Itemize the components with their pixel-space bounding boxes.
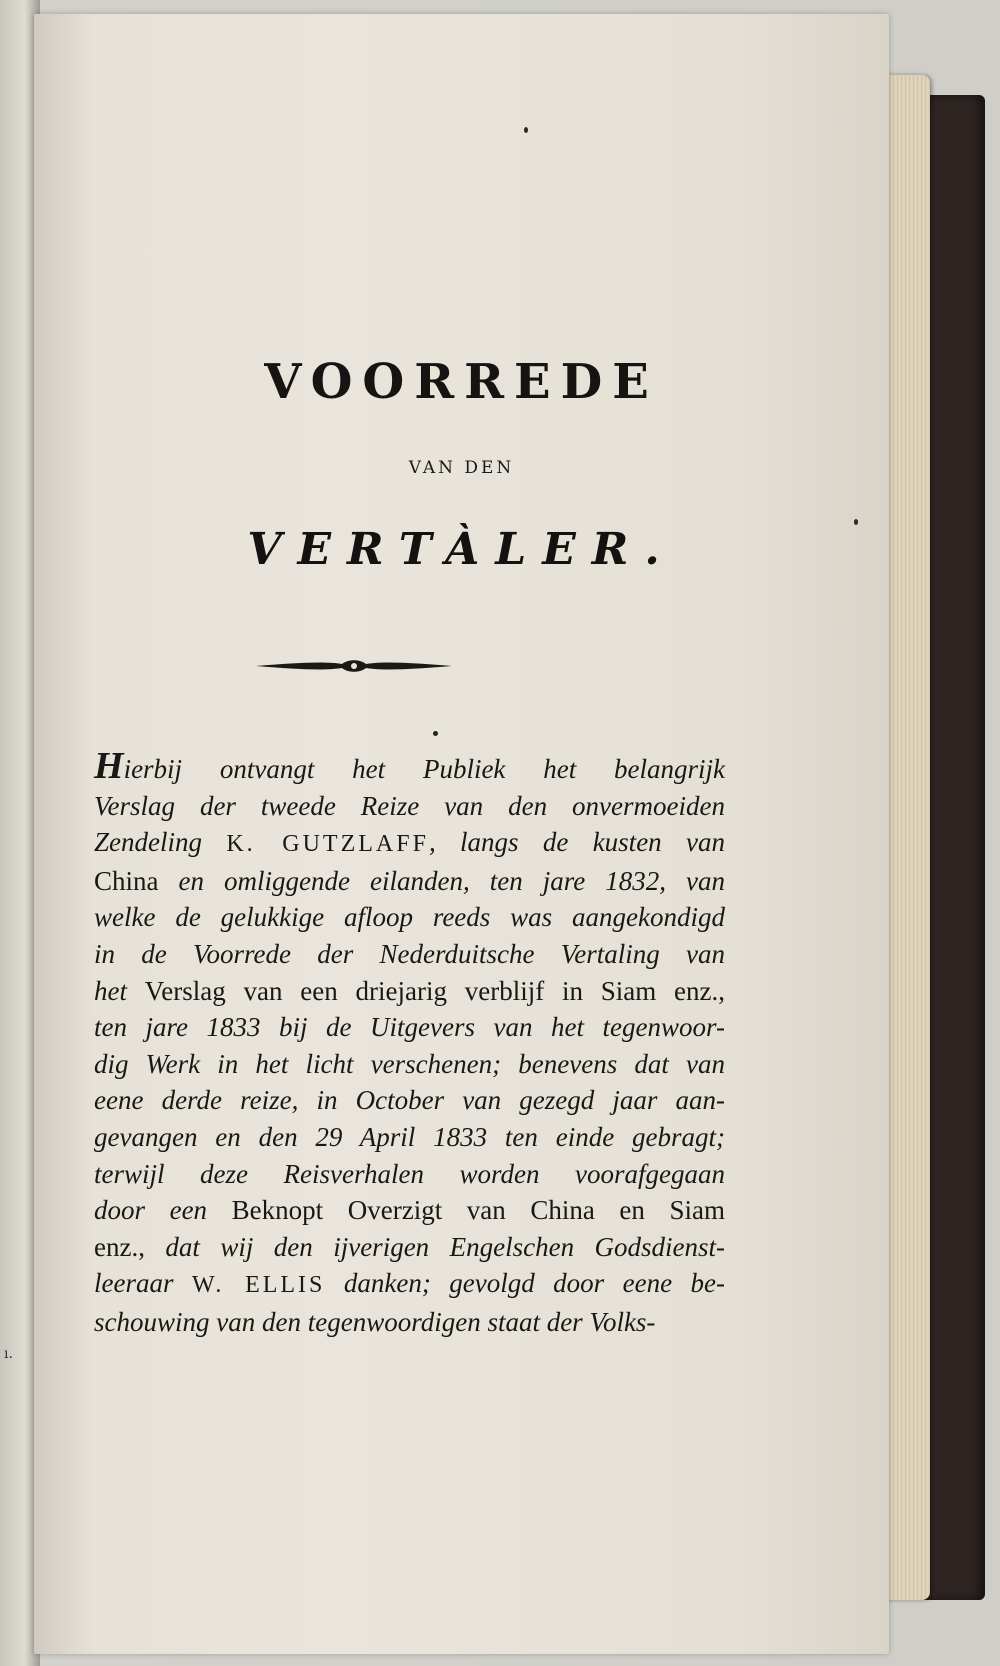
text-line: ten jare 1833 bij de Uitgevers van het tegenwoor-: [94, 1012, 725, 1043]
text-line: eene derde reize, in October van gezegd jaar aan-: [94, 1085, 725, 1116]
facing-page-mark: ı.: [4, 1346, 13, 1362]
text-line: China en omliggende eilanden, ten jare 1832, van: [94, 865, 725, 896]
text-line: enz., dat wij den ijverigen Engelschen Godsdienst-: [94, 1231, 725, 1262]
text-line: het Verslag van een driejarig verblijf in Siam enz.,: [94, 975, 726, 1006]
text-line: gevangen en den 29 April 1833 ten einde gebragt;: [94, 1121, 725, 1152]
text-line: Verslag der tweede Reize van den onvermoeiden: [94, 790, 725, 821]
text-line: welke de gelukkige afloop reeds was aangekondigd: [94, 902, 725, 933]
text-line: leeraar W. ELLIS danken; gevolgd door eene be-: [94, 1268, 725, 1299]
text-line: door een Beknopt Overzigt van China en Siam: [94, 1195, 725, 1226]
text-line: terwijl deze Reisverhalen worden voorafgegaan: [94, 1158, 725, 1189]
page-title: VOORREDE: [264, 354, 659, 410]
text-line: dig Werk in het licht verschenen; benevens dat van: [94, 1048, 725, 1079]
show-through-text: [104, 204, 804, 294]
preface-body: [94, 745, 726, 1341]
page-subtitle-translator: VERTÀLER.: [247, 524, 676, 575]
paper-speck: [524, 127, 528, 133]
text-line: Zendeling K. GUTZLAFF, langs de kusten van: [94, 827, 725, 858]
drop-cap: H: [94, 745, 124, 787]
ink-dot: [433, 731, 438, 736]
text-line: in de Voorrede der Nederduitsche Vertaling van: [94, 938, 725, 969]
text-line: Hierbij ontvangt het Publiek het belangrijk: [94, 745, 725, 787]
book-page: [34, 14, 889, 1654]
page-subtitle: VAN DEN: [408, 458, 515, 478]
paper-speck: [854, 519, 858, 525]
ornament-rule: [254, 654, 454, 678]
text-line: schouwing van den tegenwoordigen staat der Volks-: [94, 1306, 656, 1337]
